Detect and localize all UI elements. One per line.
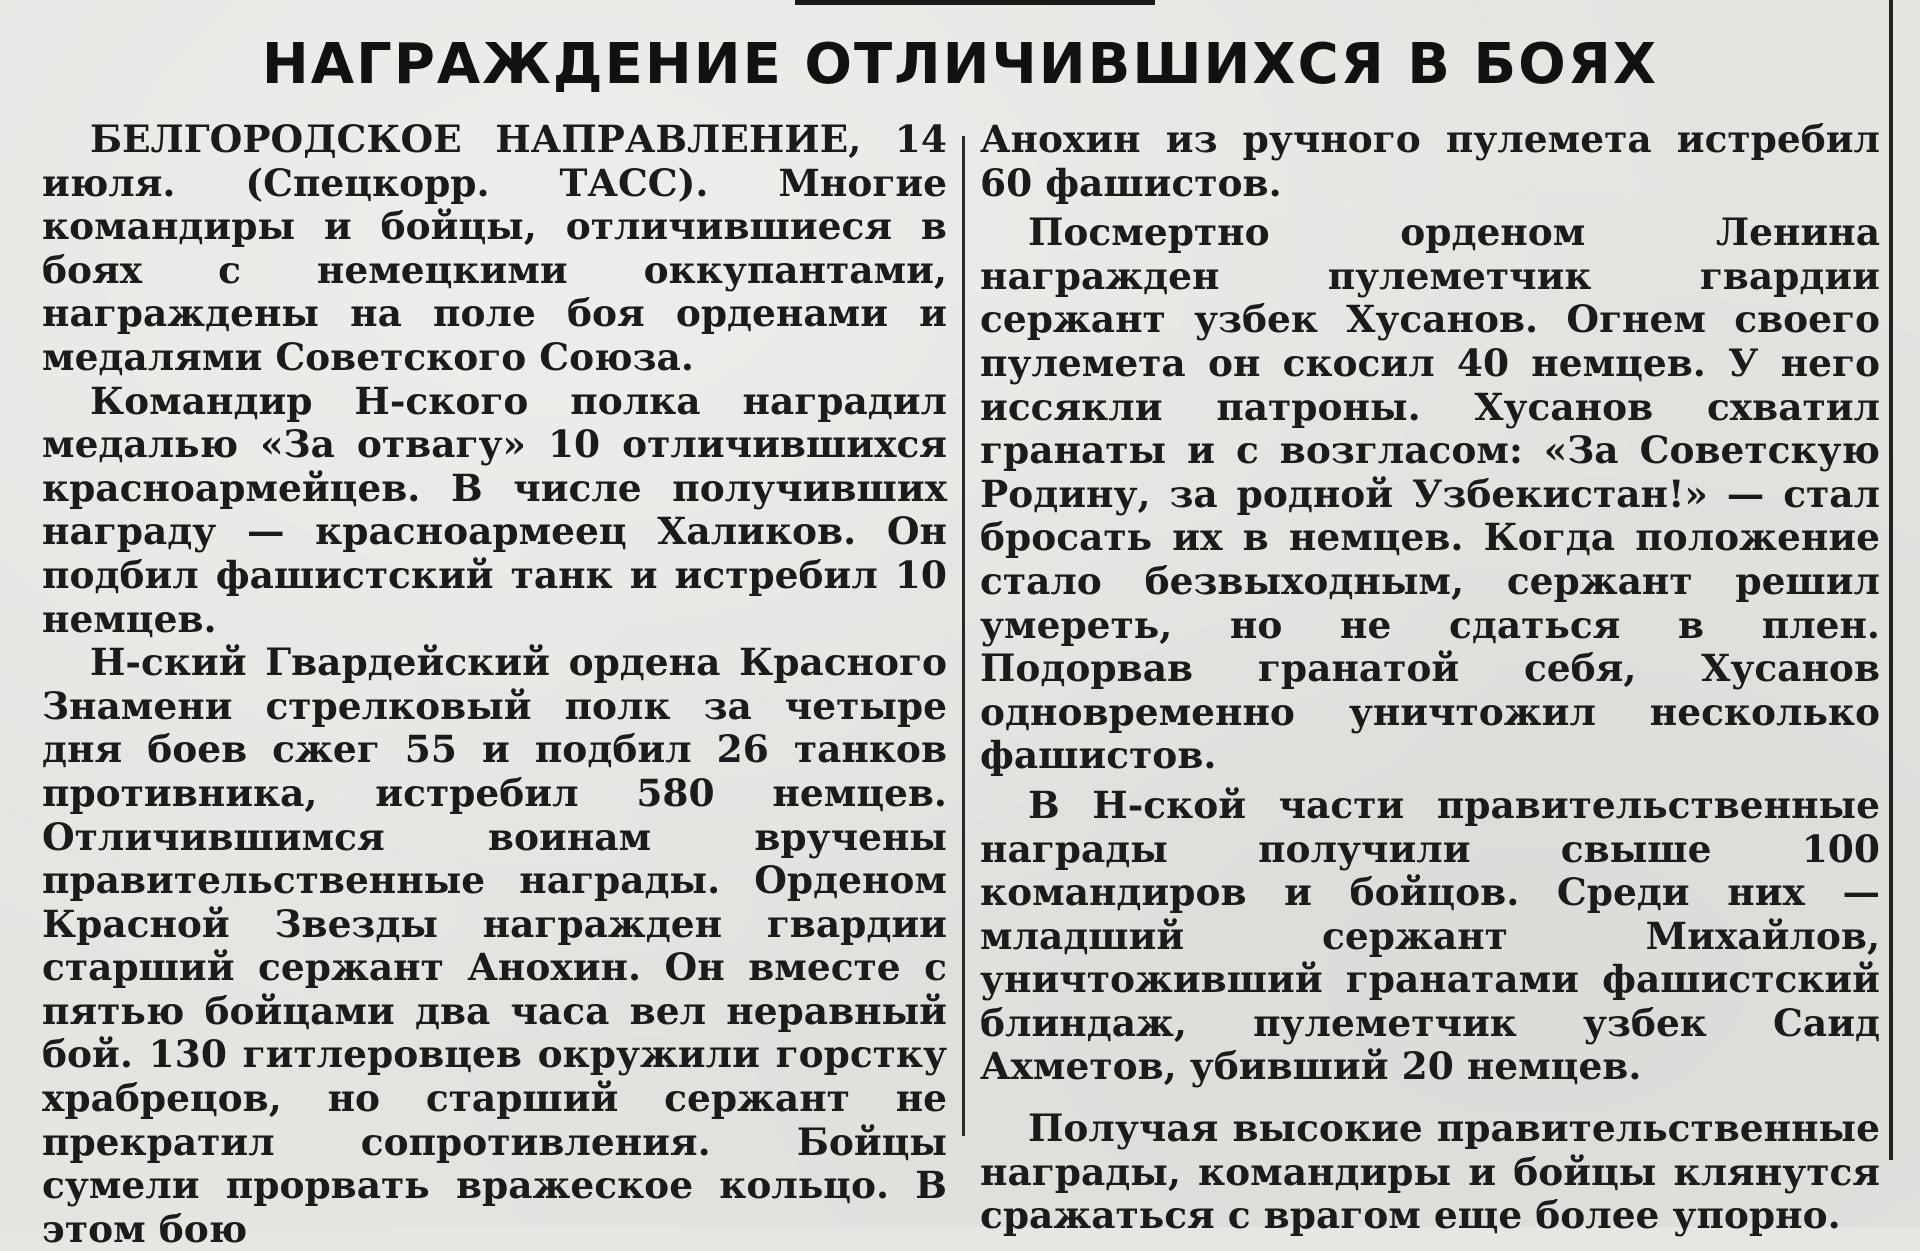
right-column [980,118,1880,1238]
right-paragraph-4: Получая высокие правительственные награды, командиры и бойцы клянутся сражаться с врагом еще более упорно. [980,1106,1880,1238]
right-paragraph-2: Посмертно орденом Ленина награжден пулеметчик гвардии сержант узбек Хусанов. Огнем своего пулемета он скосил 40 немцев. У него иссякли патроны. Хусанов схватил гранаты и с возгласом: «За Советскую Родину, за родной Узбекистан!» — стал бросать их в немцев. Когда положение стало безвыходным, сержант решил умереть, но не сдаться в плен. Подорвав гранатой себя, Хусанов одновременно уничтожил несколько фашистов. [980,210,1880,778]
article-headline: НАГРАЖДЕНИЕ ОТЛИЧИВШИХСЯ В БОЯХ [261,32,1659,97]
left-paragraph-1: БЕЛГОРОДСКОЕ НАПРАВЛЕНИЕ, 14 июля. (Спецкорр. ТАСС). Многие командиры и бойцы, отличившиеся в боях с немецкими оккупантами, награждены на поле боя орденами и медалями Советского Союза. [42,117,947,379]
right-paragraph-1: Анохин из ручного пулемета истребил 60 фашистов. [980,117,1880,205]
right-column-rule [1889,0,1893,1160]
left-paragraph-3: Н-ский Гвардейский ордена Красного Знамени стрелковый полк за четыре дня боев сжег 55 и подбил 26 танков противника, истребил 580 немцев. Отличившимся воинам вручены правительственные награды. Орденом Красной Звезды награжден гвардии старший сержант Анохин. Он вместе с пятью бойцами два часа вел неравный бой. 130 гитлеровцев окружили горстку храбрецов, но старший сержант не прекратил сопротивления. Бойцы сумели прорвать вражеское кольцо. В этом бою [42,640,947,1251]
top-rule [795,0,1155,5]
column-divider [962,136,965,1136]
right-paragraph-3: В Н-ской части правительственные награды получили свыше 100 командиров и бойцов. Среди них — младший сержант Михайлов, уничтоживший гранатами фашистский блиндаж, пулеметчик узбек Саид Ахметов, убивший 20 немцев. [980,782,1880,1089]
left-column [42,118,947,1251]
left-paragraph-2: Командир Н-ского полка наградил медалью «За отвагу» 10 отличившихся красноармейцев. В числе получивших награду — красноармеец Халиков. Он подбил фашистский танк и истребил 10 немцев. [42,378,947,641]
